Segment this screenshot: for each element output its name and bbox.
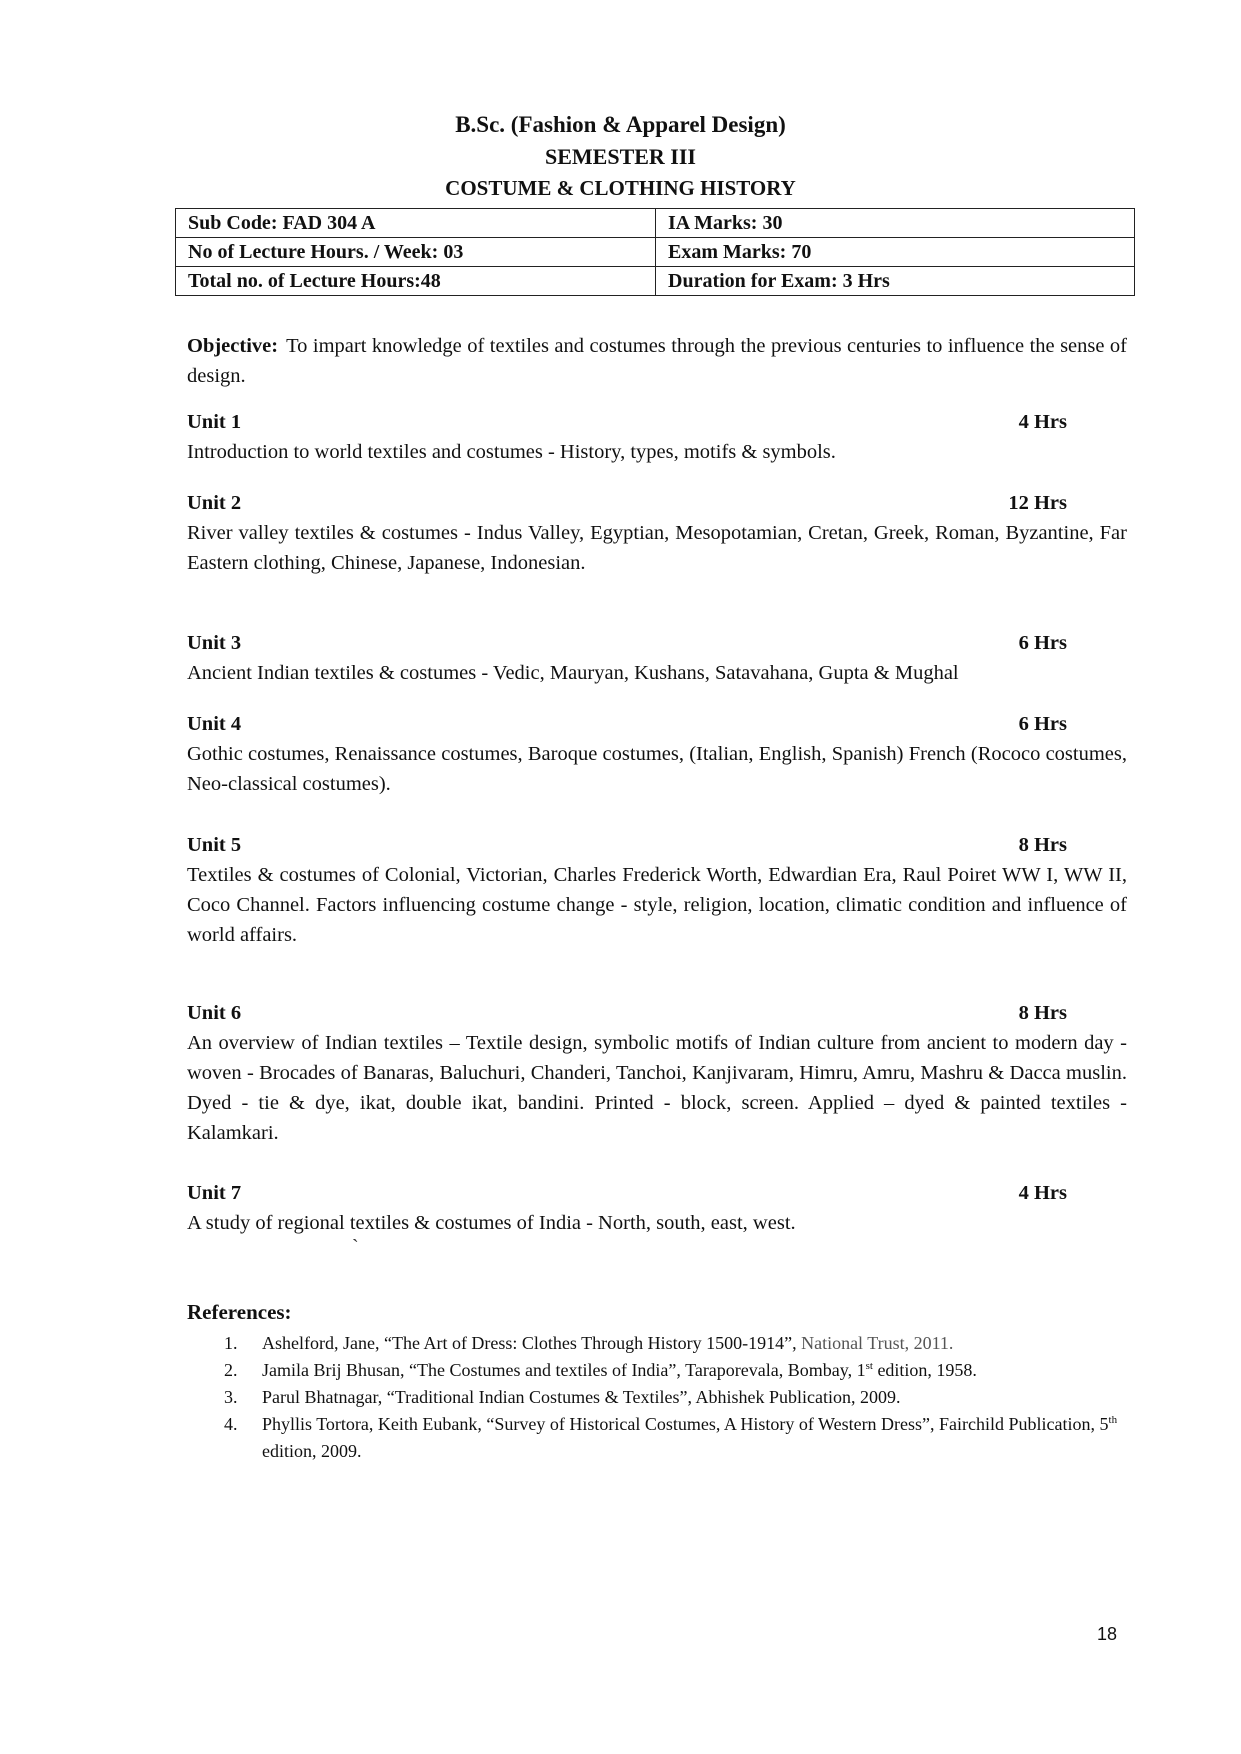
unit-description: Gothic costumes, Renaissance costumes, Baroque costumes, (Italian, English, Spanish) French (Rococo costumes, Neo-classical costumes). — [187, 743, 1127, 795]
list-item: Phyllis Tortora, Keith Eubank, “Survey of Historical Costumes, A History of Western Dress”, Fairchild Publication, 5th edition, 2009. — [262, 1414, 1118, 1461]
unit-7 — [187, 1178, 1127, 1238]
unit-1 — [187, 407, 1127, 467]
references-list — [222, 1330, 1167, 1465]
ia-marks-cell: IA Marks: 30 — [656, 209, 1135, 238]
objective-label: Objective: — [187, 335, 279, 357]
unit-hours: 6 Hrs — [1018, 632, 1067, 654]
unit-description: Ancient Indian textiles & costumes - Vedic, Mauryan, Kushans, Satavahana, Gupta & Mughal — [187, 662, 959, 684]
unit-description: An overview of Indian textiles – Textile design, symbolic motifs of Indian culture from ancient to modern day - woven - Brocades of Banaras, Baluchuri, Chanderi, Tanchoi, Kanjivaram, Himru, Amru, Mashru & Dacca muslin. Dyed - tie & dye, ikat, double ikat, bandini. Printed - block, screen. Applied – dyed & painted textiles - Kalamkari. — [187, 1032, 1127, 1144]
program-title: B.Sc. (Fashion & Apparel Design) — [455, 112, 786, 137]
unit-4 — [187, 709, 1127, 799]
total-lecture-hours-cell: Total no. of Lecture Hours:48 — [176, 267, 656, 296]
unit-description: Introduction to world textiles and costumes - History, types, motifs & symbols. — [187, 441, 836, 463]
objective-text: To impart knowledge of textiles and costumes through the previous centuries to influence the sense of design. — [187, 335, 1127, 387]
lecture-hours-week-cell: No of Lecture Hours. / Week: 03 — [176, 238, 656, 267]
stray-mark: ` — [352, 1236, 359, 1258]
unit-title: Unit 3 — [187, 632, 242, 654]
objective — [187, 331, 1127, 391]
table-row — [176, 238, 1135, 267]
unit-description: A study of regional textiles & costumes of India - North, south, east, west. — [187, 1212, 796, 1234]
table-row — [176, 267, 1135, 296]
list-item: Jamila Brij Bhusan, “The Costumes and textiles of India”, Taraporevala, Bombay, 1st edition, 1958. — [262, 1360, 977, 1380]
unit-hours: 4 Hrs — [1018, 1182, 1067, 1204]
table-row — [176, 209, 1135, 238]
unit-hours: 6 Hrs — [1018, 713, 1067, 735]
references-title: References: — [187, 1300, 292, 1324]
page-number: 18 — [1097, 1624, 1118, 1644]
unit-6 — [187, 998, 1127, 1148]
unit-title: Unit 1 — [187, 411, 242, 433]
unit-title: Unit 7 — [187, 1182, 242, 1204]
unit-title: Unit 4 — [187, 713, 242, 735]
subject-title: COSTUME & CLOTHING HISTORY — [445, 176, 796, 200]
unit-title: Unit 5 — [187, 834, 242, 856]
unit-3 — [187, 628, 1127, 688]
course-info-table — [175, 208, 1135, 296]
unit-hours: 8 Hrs — [1018, 1002, 1067, 1024]
unit-title: Unit 2 — [187, 492, 242, 514]
unit-description: Textiles & costumes of Colonial, Victorian, Charles Frederick Worth, Edwardian Era, Raul Poiret WW I, WW II, Coco Channel. Factors influencing costume change - style, religion, location, climatic condition and influence of world affairs. — [187, 864, 1127, 946]
unit-description: River valley textiles & costumes - Indus Valley, Egyptian, Mesopotamian, Cretan, Greek, Roman, Byzantine, Far Eastern clothing, Chinese, Japanese, Indonesian. — [187, 522, 1127, 574]
list-item: Ashelford, Jane, “The Art of Dress: Clothes Through History 1500-1914”, National Trust, 2011. — [262, 1333, 954, 1353]
unit-2 — [187, 488, 1127, 578]
list-item: Parul Bhatnagar, “Traditional Indian Costumes & Textiles”, Abhishek Publication, 2009. — [262, 1387, 901, 1407]
sub-code-cell: Sub Code: FAD 304 A — [176, 209, 656, 238]
unit-hours: 8 Hrs — [1018, 834, 1067, 856]
exam-marks-cell: Exam Marks: 70 — [656, 238, 1135, 267]
unit-hours: 12 Hrs — [1008, 492, 1067, 514]
unit-5 — [187, 830, 1127, 950]
semester-title: SEMESTER III — [544, 144, 696, 169]
unit-title: Unit 6 — [187, 1002, 242, 1024]
unit-hours: 4 Hrs — [1018, 411, 1067, 433]
exam-duration-cell: Duration for Exam: 3 Hrs — [656, 267, 1135, 296]
